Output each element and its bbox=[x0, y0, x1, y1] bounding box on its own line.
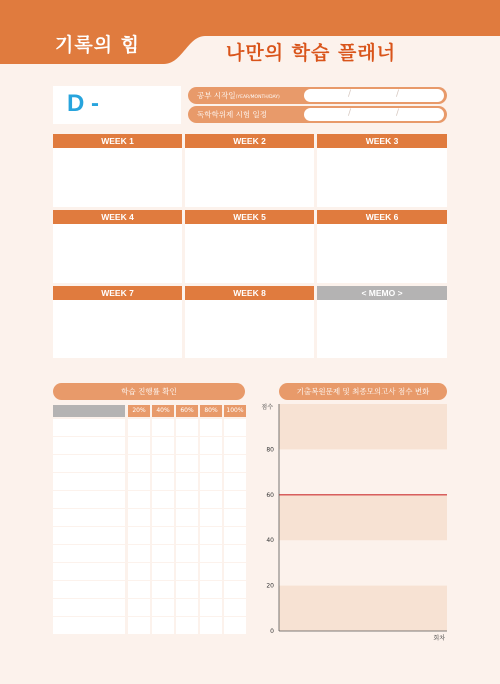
y-tick-label: 0 bbox=[270, 628, 274, 635]
progress-col-header: 40% bbox=[152, 405, 174, 417]
y-axis-label: 점수 bbox=[261, 404, 273, 411]
week-4-header: WEEK 4 bbox=[53, 210, 182, 224]
date-slash: / bbox=[396, 89, 400, 99]
date-slash: / bbox=[396, 108, 400, 118]
week-8-header: WEEK 8 bbox=[185, 286, 314, 300]
dday-label: D - bbox=[67, 90, 99, 117]
date-slash: / bbox=[348, 89, 352, 99]
y-tick-label: 40 bbox=[266, 537, 274, 545]
exam-date-label: 독학학위제 시험 일정 bbox=[197, 110, 267, 119]
week-1-header: WEEK 1 bbox=[53, 134, 182, 148]
date-slash: / bbox=[348, 108, 352, 118]
week-2-header: WEEK 2 bbox=[185, 134, 314, 148]
progress-col-header: 60% bbox=[176, 405, 198, 417]
week-5-header: WEEK 5 bbox=[185, 210, 314, 224]
week-7-header: WEEK 7 bbox=[53, 286, 182, 300]
page-title: 나만의 학습 플래너 bbox=[226, 42, 397, 64]
chart-title: 기출복원문제 및 최종모의고사 점수 변화 bbox=[279, 383, 447, 400]
progress-col-header: 100% bbox=[224, 405, 246, 417]
chart-band bbox=[279, 495, 447, 540]
progress-col-header: 80% bbox=[200, 405, 222, 417]
brand-title: 기록의 힘 bbox=[55, 34, 141, 56]
y-tick-label: 60 bbox=[266, 491, 274, 499]
week-3-header: WEEK 3 bbox=[317, 134, 447, 148]
week-6-header: WEEK 6 bbox=[317, 210, 447, 224]
progress-col-header: 20% bbox=[128, 405, 150, 417]
memo-header: < MEMO > bbox=[317, 286, 447, 300]
progress-title: 학습 진행률 확인 bbox=[53, 383, 245, 400]
start-date-format: (YEAR/MONTH/DAY) bbox=[235, 95, 280, 100]
x-axis-label: 회차 bbox=[433, 635, 445, 642]
chart-band bbox=[279, 586, 447, 631]
chart-band bbox=[279, 404, 447, 449]
start-date-label: 공부 시작일 bbox=[197, 91, 236, 100]
y-tick-label: 80 bbox=[266, 446, 274, 454]
y-tick-label: 20 bbox=[266, 582, 274, 590]
